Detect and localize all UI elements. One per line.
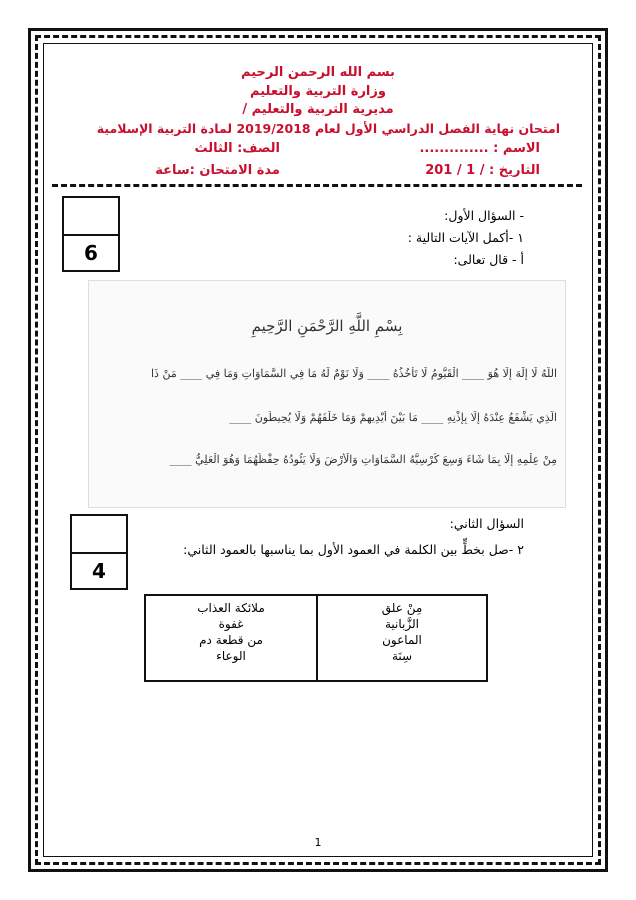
col1-item: مِنْ علق: [381, 601, 423, 615]
matching-column-2: [146, 596, 316, 680]
q1-score-box: [62, 196, 120, 272]
page-number: 1: [314, 836, 322, 849]
matching-table: [144, 594, 488, 682]
directorate-name: مديرية التربية والتعليم /: [242, 102, 394, 117]
ministry-name: وزارة التربية والتعليم: [250, 84, 386, 99]
q2-score-box: [70, 514, 128, 590]
exam-title: امتحان نهاية الفصل الدراسي الأول لعام 2019/2018 لمادة التربية الإسلامية: [96, 121, 560, 136]
q2-instruction: ٢ -صل بخطٍّ بين الكلمة في العمود الأول بما يناسبها بالعمود الثاني:: [183, 542, 524, 557]
q2-score-value: 4: [92, 559, 106, 583]
q1-score-value: 6: [84, 241, 98, 265]
verse-line-1: اللَّهُ لَا إِلَٰهَ إِلَّا هُوَ ____ الْقَيُّومُ لَا تَأْخُذُهُ ____ وَلَا نَوْمٌ لَهُ مَا فِي السَّمَاوَاتِ وَمَا فِي ____ مَنْ ذَا: [151, 367, 557, 380]
q1-subheading: أ - قال تعالى:: [453, 252, 524, 267]
q2-title: السؤال الثاني:: [449, 516, 524, 531]
q1-instruction: ١ -أكمل الآيات التالية :: [407, 230, 524, 245]
q1-title: - السؤال الأول:: [444, 208, 524, 223]
q2-score-blank: [72, 516, 126, 554]
col1-item: الزَّبانية: [384, 617, 419, 631]
col2-item: الوعاء: [216, 649, 246, 663]
basmala: بسم الله الرحمن الرحيم: [241, 65, 395, 80]
col2-item: غفوة: [218, 617, 244, 631]
verse-image: [88, 280, 566, 508]
col2-item: ملائكة العذاب: [197, 601, 265, 615]
matching-column-1: [316, 596, 486, 680]
verse-line-2: الَّذِي يَشْفَعُ عِنْدَهُ إِلَّا بِإِذْنِهِ ____ مَا بَيْنَ أَيْدِيهِمْ وَمَا خَلْفَهُمْ وَلَا يُحِيطُونَ ____: [229, 411, 557, 424]
col1-item: الماعون: [382, 633, 422, 647]
col1-item: سِنَة: [391, 649, 413, 663]
exam-date: التاريخ : / 1 / 201: [425, 163, 540, 178]
q1-score-blank: [64, 198, 118, 236]
verse-line-3: مِنْ عِلْمِهِ إِلَّا بِمَا شَاءَ وَسِعَ كُرْسِيُّهُ السَّمَاوَاتِ وَالْأَرْضَ وَلَا يَئُودُهُ حِفْظُهُمَا وَهُوَ الْعَلِيُّ ____: [169, 453, 557, 466]
class-label: الصف: الثالث: [194, 141, 280, 156]
exam-duration: مدة الامتحان :ساعة: [155, 163, 280, 178]
col2-item: من قطعة دم: [199, 633, 263, 647]
verse-basmala: بِسْمِ اللَّهِ الرَّحْمَنِ الرَّحِيمِ: [251, 317, 403, 335]
header-separator: [52, 184, 582, 187]
student-name-field: الاسم : ..............: [419, 141, 540, 156]
